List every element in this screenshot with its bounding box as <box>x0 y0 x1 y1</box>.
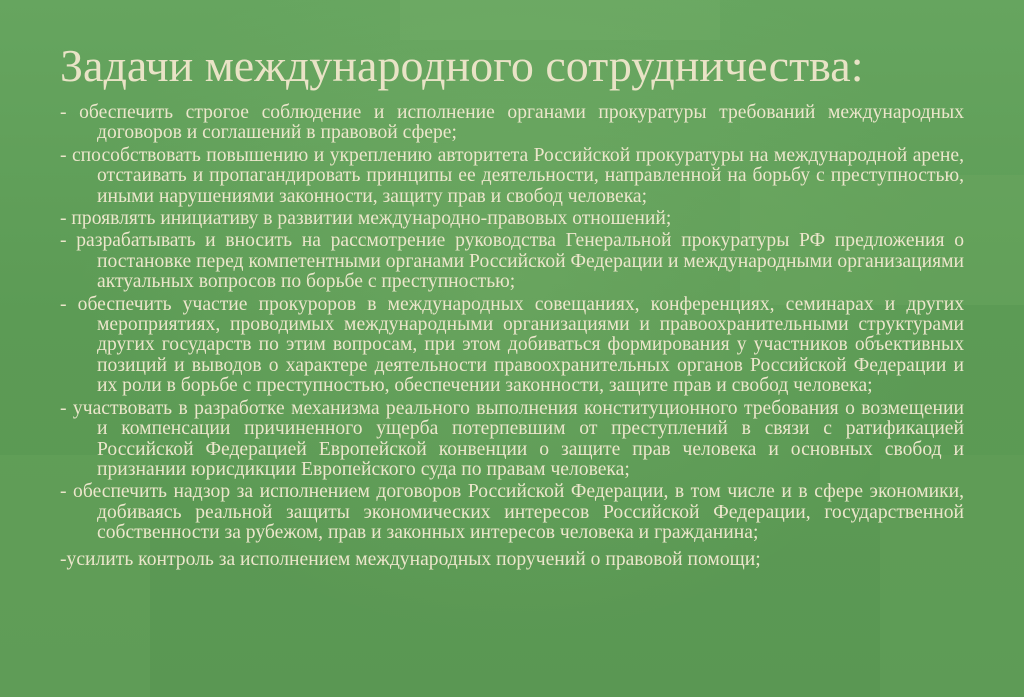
task-item: - обеспечить строгое соблюдение и исполнение органами прокуратуры требований международных договоров и соглашений в правовой сфере; <box>60 102 964 144</box>
task-list <box>60 103 964 572</box>
task-item: - обеспечить участие прокуроров в международных совещаниях, конференциях, семинарах и других мероприятиях, проводимых международными организациями и правоохранительными структурами других государств по этим вопросам, при этом добиваться формирования у участников объективных позиций и выводов о характере деятельности правоохранительных органов Российской Федерации и их роли в борьбе с преступностью, обеспечении законности, защите прав и свобод человека; <box>60 293 964 397</box>
task-item: - способствовать повышению и укреплению авторитета Российской прокуратуры на международной арене, отстаивать и пропагандировать принципы ее деятельности, направленной на борьбу с преступностью, иными нарушениями законности, защиту прав и свобод человека; <box>60 144 964 207</box>
slide-title: Задачи международного сотрудничества: <box>60 40 864 91</box>
task-item: - разрабатывать и вносить на рассмотрение руководства Генеральной прокуратуры РФ предложения о постановке перед компетентными органами Российской Федерации и международными организациями актуальных вопросов по борьбе с преступностью; <box>60 230 964 293</box>
task-item: - проявлять инициативу в развитии международно-правовых отношений; <box>60 208 672 230</box>
task-item: - обеспечить надзор за исполнением договоров Российской Федерации, в том числе и в сфере экономики, добиваясь реальной защиты экономических интересов Российской Федерации, государственной собственности за рубежом, прав и законных интересов человека и гражданина; <box>60 481 964 544</box>
task-item: -усилить контроль за исполнением международных поручений о правовой помощи; <box>60 548 761 570</box>
background-panel <box>400 0 720 40</box>
task-item: - участвовать в разработке механизма реального выполнения конституционного требования о возмещении и компенсации причиненного ущерба потерпевшим от преступлений в связи с ратификацией Российской Федерацией Европейской конвенции о защите прав человека и основных свобод и признании юрисдикции Европейского суда по правам человека; <box>60 397 964 480</box>
